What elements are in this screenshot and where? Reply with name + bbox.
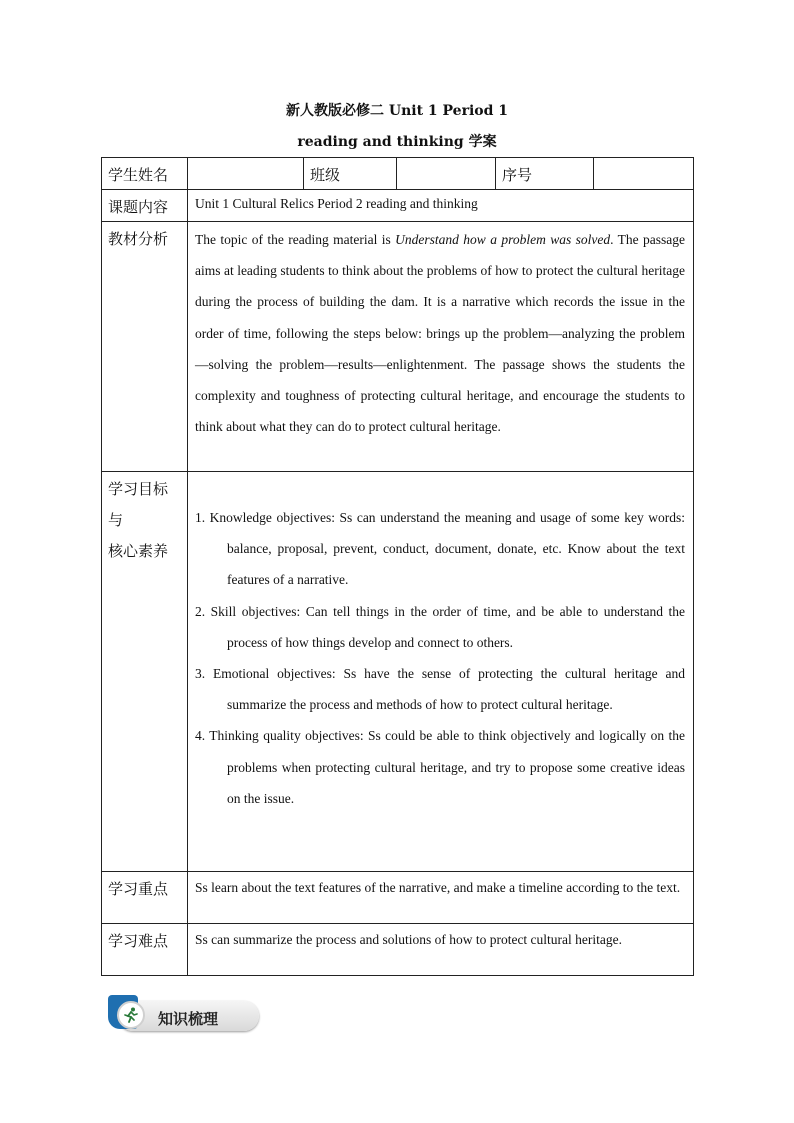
objective-item: 4. Thinking quality objectives: Ss could be able to think objectively and logically on the problems when protecting cultural heritage, and try to propose some creative ideas on the issue.	[195, 728, 685, 806]
objective-item: 1. Knowledge objectives: Ss can understand the meaning and usage of some key words: balance, proposal, prevent, conduct, document, donate, etc. Know about the text features of a narrative.	[195, 510, 685, 588]
number-field[interactable]	[594, 158, 694, 190]
topic-value: Unit 1 Cultural Relics Period 2 reading and thinking	[195, 196, 478, 211]
topic-cell	[188, 190, 694, 222]
key-points-label: 学习重点	[102, 872, 188, 924]
number-label: 序号	[496, 158, 594, 190]
objectives-label-line3: 核心素养	[108, 542, 169, 560]
key-points-row	[102, 872, 694, 924]
difficulties-row	[102, 924, 694, 976]
objectives-label	[102, 472, 188, 872]
section-badge-label: 知识梳理	[158, 1010, 219, 1028]
objectives-label-line2: 与	[108, 511, 124, 529]
objectives-row	[102, 472, 694, 872]
difficulties-cell	[188, 924, 694, 976]
student-name-label: 学生姓名	[102, 158, 188, 190]
student-name-field[interactable]	[188, 158, 304, 190]
class-field[interactable]	[397, 158, 496, 190]
analysis-row	[102, 222, 694, 472]
topic-label: 课题内容	[102, 190, 188, 222]
topic-row	[102, 190, 694, 222]
analysis-topic-italic: Understand how a problem was solved	[395, 232, 611, 247]
difficulties-value: Ss can summarize the process and solutions of how to protect cultural heritage.	[195, 932, 623, 947]
student-info-row	[102, 158, 694, 190]
objectives-list	[188, 472, 693, 834]
objectives-cell	[188, 472, 694, 872]
objectives-label-line1: 学习目标	[108, 480, 169, 498]
objective-item: 2. Skill objectives: Can tell things in the order of time, and be able to understand the process of how things develop and connect to others.	[195, 603, 685, 650]
key-points-value: Ss learn about the text features of the narrative, and make a timeline according to the text.	[195, 880, 681, 895]
analysis-label: 教材分析	[102, 222, 188, 472]
key-points-cell	[188, 872, 694, 924]
document-subtitle: reading and thinking 学案	[297, 134, 497, 150]
analysis-cell	[188, 222, 694, 472]
analysis-paragraph	[188, 222, 693, 442]
runner-icon	[117, 1001, 145, 1029]
analysis-intro: The topic of the reading material is	[195, 232, 396, 247]
analysis-body: . The passage aims at leading students to think about the problems of how to protect the cultural heritage during the process of building the dam. It is a narrative which records the issue in the order of time, following the steps below: brings up the problem—analyzing the problem—solving the problem—results—enlightenment. The passage shows the students the complexity and toughness of protecting cultural heritage, and encourage the students to think about what they can do to protect cultural heritage.	[195, 232, 685, 435]
lesson-plan-table	[101, 157, 694, 976]
difficulties-label: 学习难点	[102, 924, 188, 976]
objective-item: 3. Emotional objectives: Ss have the sense of protecting the cultural heritage and summarize the process and methods of how to protect cultural heritage.	[195, 666, 685, 713]
document-title: 新人教版必修二 Unit 1 Period 1	[285, 103, 509, 119]
class-label: 班级	[304, 158, 397, 190]
section-badge	[108, 995, 260, 1037]
runner-icon-graphic	[122, 1006, 140, 1024]
